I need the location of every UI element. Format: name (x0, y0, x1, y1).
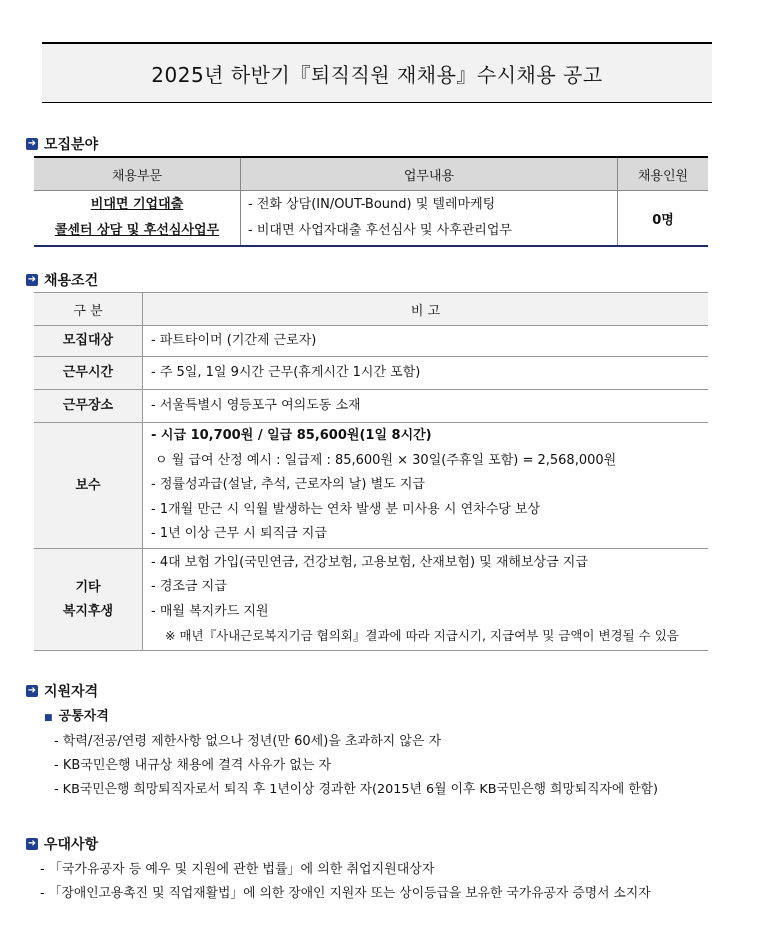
row-label: 모집대상 (34, 326, 143, 357)
preference-block (40, 858, 651, 906)
row-label: 근무시간 (34, 357, 143, 390)
arrow-icon: ➜ (27, 138, 37, 149)
recruit-table (34, 156, 708, 247)
dept-line: 비대면 기업대출 (90, 197, 184, 212)
preference-line: - 「국가유공자 등 예우 및 지원에 관한 법률」에 의한 취업지원대상자 (40, 862, 435, 877)
table-header: 비 고 (143, 293, 709, 326)
page-title-box (42, 42, 712, 103)
row-line: - 경조금 지급 (151, 579, 227, 594)
bullet-icon: ■ (44, 713, 53, 723)
row-line: - 시급 10,700원 / 일급 85,600원(1일 8시간) (151, 428, 432, 444)
row-line: - 정률성과급(설날, 추석, 근로자의 날) 별도 지급 (151, 477, 425, 493)
section-preference (26, 834, 98, 854)
condition-table (34, 292, 708, 651)
work-cell (241, 191, 618, 247)
qualification-line: - KB국민은행 희망퇴직자로서 퇴직 후 1년이상 경과한 자(2015년 6월 이후 KB국민은행 희망퇴직자에 한함) (54, 782, 658, 797)
preference-line: - 「장애인고용촉진 및 직업재활법」에 의한 장애인 지원자 또는 상이등급을 보유한 국가유공자 증명서 소지자 (40, 886, 651, 901)
row-line: - 주 5일, 1일 9시간 근무(휴게시간 1시간 포함) (151, 364, 421, 380)
dept-cell (34, 191, 241, 247)
table-header: 채용부문 (34, 157, 241, 191)
table-header: 업무내용 (241, 157, 618, 191)
section-recruit-field (26, 134, 98, 154)
row-label: 보수 (34, 423, 143, 549)
section-conditions (26, 270, 98, 290)
qualification-line: - KB국민은행 내규상 채용에 결격 사유가 없는 자 (54, 758, 332, 773)
dept-line: 콜센터 상담 및 후선심사업무 (54, 223, 220, 238)
row-line: - 1개월 만근 시 익월 발생하는 연차 발생 분 미사용 시 연차수당 보상 (151, 501, 541, 517)
table-row (34, 549, 708, 651)
row-line: - 매월 복지카드 지원 (151, 603, 269, 619)
row-line: - 1년 이상 근무 시 퇴직금 지급 (151, 526, 327, 542)
work-line: - 전화 상담(IN/OUT-Bound) 및 텔레마케팅 (248, 197, 496, 212)
table-header: 구 분 (34, 293, 143, 326)
count-cell: 0명 (618, 191, 709, 247)
qualification-block (44, 705, 658, 802)
row-line: - 서울특별시 영등포구 여의도동 소재 (151, 397, 361, 413)
table-row (34, 326, 708, 357)
section-title: 우대사항 (44, 837, 99, 853)
table-row (34, 423, 708, 549)
table-row (34, 357, 708, 390)
row-label-line: 기타 (75, 579, 101, 595)
table-row (34, 390, 708, 423)
arrow-icon: ➜ (27, 838, 37, 849)
arrow-icon: ➜ (27, 685, 37, 696)
section-title: 모집분야 (44, 137, 99, 153)
qualification-line: - 학력/전공/연령 제한사항 없으나 정년(만 60세)을 초과하지 않은 자 (54, 734, 442, 749)
section-title: 지원자격 (44, 684, 99, 700)
section-title: 채용조건 (44, 273, 99, 289)
arrow-icon: ➜ (27, 274, 37, 285)
row-line: - 파트타이머 (기간제 근로자) (151, 332, 317, 348)
table-header: 채용인원 (618, 157, 709, 191)
row-note: ※ 매년『사내근로복지기금 협의회』결과에 따라 지급시기, 지급여부 및 금액이 변경될 수 있음 (165, 628, 679, 643)
sub-title-text: 공통자격 (58, 709, 109, 724)
sub-title (44, 705, 658, 730)
row-line: - 4대 보험 가입(국민연금, 건강보험, 고용보험, 산재보험) 및 재해보상금 지급 (151, 554, 588, 570)
section-qualification (26, 681, 98, 701)
work-line: - 비대면 사업자대출 후선심사 및 사후관리업무 (248, 223, 512, 238)
row-line: ㅇ 월 급여 산정 예시 : 일급제 : 85,600원 × 30일(주휴일 포함) = 2,568,000원 (155, 452, 617, 468)
row-label (34, 549, 143, 651)
row-label: 근무장소 (34, 390, 143, 423)
page-title: 2025년 하반기『퇴직직원 재채용』수시채용 공고 (151, 62, 603, 87)
row-label-line: 복지후생 (62, 603, 114, 619)
